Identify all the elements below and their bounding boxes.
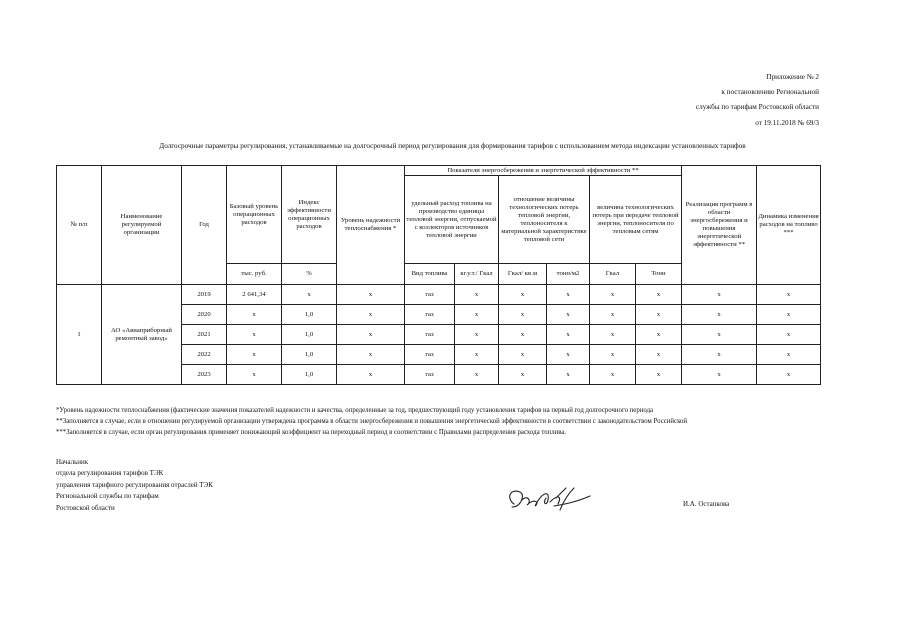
cell-base: x [227, 345, 282, 365]
unit-index: % [282, 264, 337, 285]
cell-year: 2019 [182, 285, 227, 305]
cell-reliability: x [337, 285, 405, 305]
footnote-1: *Уровень надежности теплоснабжения (фактические значения показателей надежности и качества, определенные за год, предшествующий году установления тарифов на первый год долгосрочного периода [56, 407, 654, 414]
cell-reliability: x [337, 365, 405, 385]
cell-program: x [682, 285, 757, 305]
footnotes [56, 405, 687, 439]
unit-loss-value-2: Тонн [636, 264, 682, 285]
cell-base: x [227, 325, 282, 345]
cell-fuel-type: газ [405, 365, 455, 385]
cell-year: 2021 [182, 325, 227, 345]
header-dynamics: Динамика изменения расходов на топливо *** [757, 166, 821, 285]
cell-base: 2 641,34 [227, 285, 282, 305]
cell-program: x [682, 345, 757, 365]
cell-index: 1,0 [282, 325, 337, 345]
approval-line-1: Приложение № 2 [766, 73, 819, 81]
cell-dynamics: x [757, 305, 821, 325]
signatory-line-4: Региональной службы по тарифам [56, 492, 159, 501]
footnote-2: **Заполняется в случае, если в отношении регулируемой организации утверждена программа в области энергосбережения и повышения энергетической эффективности в соответствии с законодательством Российской [56, 418, 688, 426]
header-loss-value: величина технологических потерь при передаче тепловой энергии, теплоносителя по тепловым сетям [590, 176, 682, 264]
cell-loss-value-2: x [636, 285, 682, 305]
cell-loss-value-2: x [636, 325, 682, 345]
cell-loss-value-2: x [636, 365, 682, 385]
cell-loss-value-2: x [636, 305, 682, 325]
cell-loss-ratio-1: x [499, 345, 547, 365]
header-year: Год [182, 166, 227, 285]
cell-fuel-rate: x [455, 365, 499, 385]
header-loss-ratio: отношение величины технологических потерь тепловой энергии, теплоносителя к материальной характеристике тепловой сети [499, 176, 590, 264]
approval-block [696, 70, 819, 131]
cell-base: x [227, 365, 282, 385]
cell-year: 2023 [182, 365, 227, 385]
cell-loss-ratio-2: x [547, 365, 590, 385]
header-num: № п/п [57, 166, 102, 285]
cell-fuel-type: газ [405, 305, 455, 325]
header-org: Наименование регулируемой организации [102, 166, 182, 285]
cell-loss-ratio-1: x [499, 285, 547, 305]
cell-dynamics: x [757, 325, 821, 345]
row-number: 1 [57, 285, 102, 385]
cell-dynamics: x [757, 285, 821, 305]
cell-dynamics: x [757, 345, 821, 365]
cell-base: x [227, 305, 282, 325]
cell-fuel-rate: x [455, 325, 499, 345]
handwritten-signature [500, 482, 592, 518]
cell-fuel-type: газ [405, 345, 455, 365]
parameters-table [56, 165, 821, 385]
table-row [57, 285, 821, 305]
unit-loss-ratio-2: тонн/м2 [547, 264, 590, 285]
cell-loss-ratio-1: x [499, 365, 547, 385]
cell-index: 1,0 [282, 305, 337, 325]
cell-program: x [682, 365, 757, 385]
header-index: Индекс эффективности операционных расходов [282, 166, 337, 264]
cell-loss-value-1: x [590, 345, 636, 365]
cell-program: x [682, 305, 757, 325]
document-title: Долгосрочные параметры регулирования, устанавливаемые на долгосрочный период регулирования для формирования тарифов с использованием метода индексации установленных тарифов [159, 142, 746, 150]
unit-fuel-type: Вид топлива [405, 264, 455, 285]
header-fuel-rate: удельный расход топлива на производство единицы тепловой энергии, отпускаемой с коллекторов источников тепловой энергии [405, 176, 499, 264]
cell-reliability: x [337, 345, 405, 365]
approval-line-2: к постановлению Региональной [721, 88, 819, 97]
organization-name: АО «Авиаприборный ремонтный завод» [102, 285, 182, 385]
cell-reliability: x [337, 305, 405, 325]
unit-base: тыс. руб. [227, 264, 282, 285]
signatory-line-1: Начальник [56, 458, 89, 466]
cell-loss-value-1: x [590, 285, 636, 305]
cell-fuel-type: газ [405, 285, 455, 305]
signatory-title [56, 457, 213, 514]
header-reliability: Уровень надежности теплоснабжения * [337, 166, 405, 285]
cell-loss-value-1: x [590, 365, 636, 385]
cell-loss-ratio-2: x [547, 305, 590, 325]
header-base: Базовый уровень операционных расходов [227, 166, 282, 264]
signatory-line-2: отдела регулирования тарифов ТЭК [56, 469, 164, 478]
approval-line-4: от 19.11.2018 № 69/3 [755, 118, 819, 127]
unit-loss-value-1: Гкал [590, 264, 636, 285]
signatory-line-3: управления тарифного регулирования отраслей ТЭК [56, 480, 213, 489]
header-program: Реализация программ в области энергосбережения и повышения энергетической эффективности ** [682, 166, 757, 285]
approval-line-3: службы по тарифам Ростовской области [695, 103, 819, 112]
signer-name: И.А. Остапкова [683, 500, 730, 508]
signatory-line-5: Ростовской области [56, 503, 115, 512]
cell-program: x [682, 325, 757, 345]
cell-fuel-type: газ [405, 325, 455, 345]
cell-year: 2022 [182, 345, 227, 365]
cell-index: 1,0 [282, 365, 337, 385]
cell-loss-ratio-1: x [499, 325, 547, 345]
footnote-3: ***Заполняется в случае, если орган регулирования применяет понижающий коэффициент на переходный период в соответствии с Правилами распределения расхода топлива. [56, 429, 567, 437]
cell-fuel-rate: x [455, 345, 499, 365]
cell-index: x [282, 285, 337, 305]
unit-fuel-rate: кг.у.т./ Гкал [455, 264, 499, 285]
cell-dynamics: x [757, 365, 821, 385]
cell-loss-value-1: x [590, 305, 636, 325]
cell-loss-value-1: x [590, 325, 636, 345]
cell-loss-ratio-1: x [499, 305, 547, 325]
cell-loss-ratio-2: x [547, 285, 590, 305]
cell-loss-ratio-2: x [547, 345, 590, 365]
cell-index: 1,0 [282, 345, 337, 365]
cell-loss-ratio-2: x [547, 325, 590, 345]
cell-fuel-rate: x [455, 305, 499, 325]
cell-fuel-rate: x [455, 285, 499, 305]
cell-reliability: x [337, 325, 405, 345]
cell-loss-value-2: x [636, 345, 682, 365]
cell-year: 2020 [182, 305, 227, 325]
unit-loss-ratio-1: Гкал/ кв.м [499, 264, 547, 285]
header-energy-group: Показатели энергосбережения и энергетической эффективности ** [405, 166, 682, 176]
